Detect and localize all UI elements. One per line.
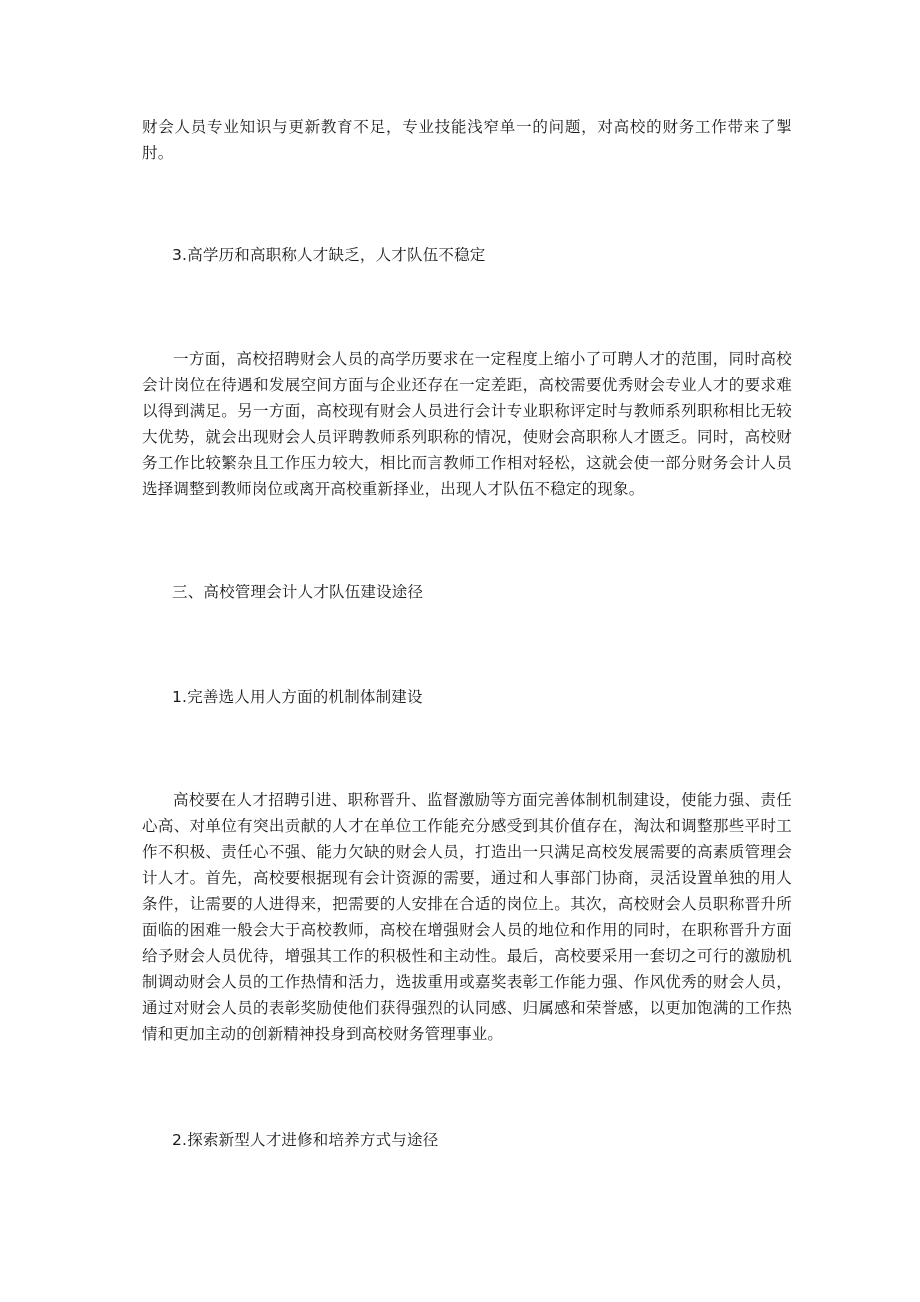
intro-paragraph: 财会人员专业知识与更新教育不足，专业技能浅窄单一的问题，对高校的财务工作带来了掣肘。 xyxy=(142,118,792,162)
subheading-talent-shortage: 3.高学历和高职称人才缺乏，人才队伍不稳定 xyxy=(172,246,486,264)
subheading-mechanism-building: 1.完善选人用人方面的机制体制建设 xyxy=(172,688,423,706)
subheading-training-methods: 2.探索新型人才进修和培养方式与途径 xyxy=(172,1131,439,1149)
section-heading-construction-paths: 三、高校管理会计人才队伍建设途径 xyxy=(172,583,424,601)
paragraph-mechanism-building: 高校要在人才招聘引进、职称晋升、监督激励等方面完善体制机制建设，使能力强、责任心高、对单位有突出贡献的人才在单位工作能充分感受到其价值存在，淘汰和调整那些平时工作不积极、责任心不强、能力欠缺的财会人员，打造出一只满足高校发展需要的高素质管理会计人才。首先，高校要根据现有会计资源的需要，通过和人事部门协商，灵活设置单独的用人条件，让需要的人进得来，把需要的人安排在合适的岗位上。其次，高校财会人员职称晋升所面临的困难一般会大于高校教师，高校在增强财会人员的地位和作用的同时，在职称晋升方面给予财会人员优待，增强其工作的积极性和主动性。最后，高校要采用一套切之可行的激励机制调动财会人员的工作热情和活力，选拔重用或嘉奖表彰工作能力强、作风优秀的财会人员，通过对财会人员的表彰奖励使他们获得强烈的认同感、归属感和荣誉感，以更加饱满的工作热情和更加主动的创新精神投身到高校财务管理事业。 xyxy=(142,791,792,1043)
paragraph-talent-shortage: 一方面，高校招聘财会人员的高学历要求在一定程度上缩小了可聘人才的范围，同时高校会计岗位在待遇和发展空间方面与企业还存在一定差距，高校需要优秀财会专业人才的要求难以得到满足。另一方面，高校现有财会人员进行会计专业职称评定时与教师系列职称相比无较大优势，就会出现财会人员评聘教师系列职称的情况，使财会高职称人才匮乏。同时，高校财务工作比较繁杂且工作压力较大，相比而言教师工作相对轻松，这就会使一部分财务会计人员选择调整到教师岗位或离开高校重新择业，出现人才队伍不稳定的现象。 xyxy=(142,350,792,498)
